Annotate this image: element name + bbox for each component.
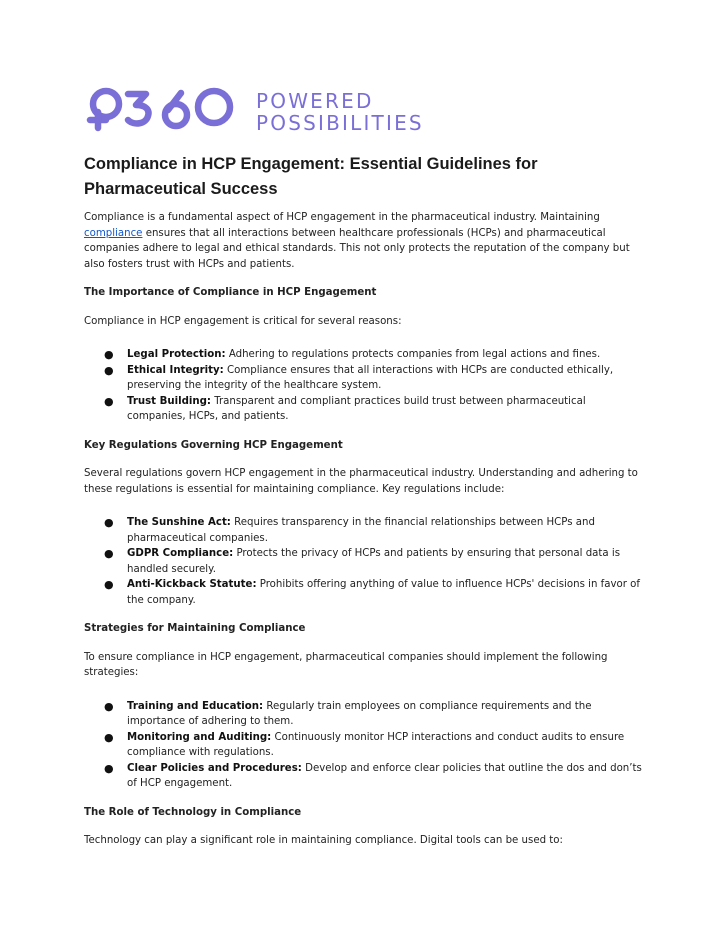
bullet-list-regulations	[84, 515, 644, 608]
bullet-icon: ●	[104, 348, 114, 361]
document-body	[84, 210, 644, 862]
section-lead-strategies: To ensure compliance in HCP engagement, pharmaceutical companies should implement the following strategies:	[84, 651, 608, 678]
logo-tagline-line2: POSSIBILITIES	[256, 111, 424, 135]
bullet-icon: ●	[104, 516, 114, 529]
bullet-icon: ●	[104, 578, 114, 591]
logo-tagline-line1: POWERED	[256, 89, 374, 113]
bullet-icon: ●	[104, 761, 114, 775]
intro-text-before-link: Compliance is a fundamental aspect of HCP engagement in the pharmaceutical industry. Maintaining	[84, 212, 600, 223]
p360-logo-mark-icon	[86, 86, 236, 132]
section-heading-regulations: Key Regulations Governing HCP Engagement	[84, 439, 343, 451]
section-heading-technology: The Role of Technology in Compliance	[84, 806, 302, 818]
bullet-icon: ●	[104, 394, 114, 408]
bullet-icon: ●	[104, 363, 114, 377]
list-item: ● GDPR Compliance: Protects the privacy of HCPs and patients by ensuring that personal data is handled securely.	[104, 547, 621, 575]
section-lead-importance: Compliance in HCP engagement is critical for several reasons:	[84, 315, 402, 327]
list-item: ● Clear Policies and Procedures: Develop and enforce clear policies that outline the dos and don’ts of HCP engagement.	[104, 761, 642, 789]
intro-text-after-link: ensures that all interactions between healthcare professionals (HCPs) and pharmaceutical companies adhere to legal and ethical standards. This not only protects the reputation of the company but also fosters trust with HCPs and patients.	[84, 227, 630, 270]
company-logo	[86, 86, 426, 136]
bullet-icon: ●	[104, 547, 114, 560]
list-item: ● Trust Building: Transparent and compliant practices build trust between pharmaceutical companies, HCPs, and patients.	[104, 394, 586, 422]
list-item: ● Monitoring and Auditing: Continuously monitor HCP interactions and conduct audits to ensure compliance with regulations.	[104, 730, 625, 758]
section-lead-technology: Technology can play a significant role in maintaining compliance. Digital tools can be used to:	[84, 835, 563, 846]
list-item: ● Training and Education: Regularly train employees on compliance requirements and the importance of adhering to them.	[104, 699, 592, 727]
document-title: Compliance in HCP Engagement: Essential Guidelines for Pharmaceutical Success	[84, 155, 538, 198]
list-item: ● Legal Protection: Adhering to regulations protects companies from legal actions and fines.	[104, 348, 601, 361]
logo-tagline	[256, 90, 424, 134]
bullet-icon: ●	[104, 699, 114, 713]
list-item: ● Ethical Integrity: Compliance ensures that all interactions with HCPs are conducted ethically, preserving the integrity of the healthcare system.	[104, 363, 614, 391]
bullet-icon: ●	[104, 730, 114, 744]
list-item: ● The Sunshine Act: Requires transparency in the financial relationships between HCPs and pharmaceutical companies.	[104, 516, 595, 544]
compliance-link[interactable]: compliance	[84, 227, 143, 239]
intro-paragraph	[84, 210, 644, 272]
section-heading-importance: The Importance of Compliance in HCP Engagement	[84, 287, 377, 298]
bullet-list-importance	[84, 347, 644, 425]
bullet-list-strategies	[84, 699, 644, 792]
section-heading-strategies: Strategies for Maintaining Compliance	[84, 623, 306, 634]
section-lead-regulations: Several regulations govern HCP engagement in the pharmaceutical industry. Understanding and adhering to these regulations is essential for maintaining compliance. Key regulations include:	[84, 468, 638, 495]
list-item: ● Anti-Kickback Statute: Prohibits offering anything of value to influence HCPs' decisions in favor of the company.	[104, 578, 640, 606]
